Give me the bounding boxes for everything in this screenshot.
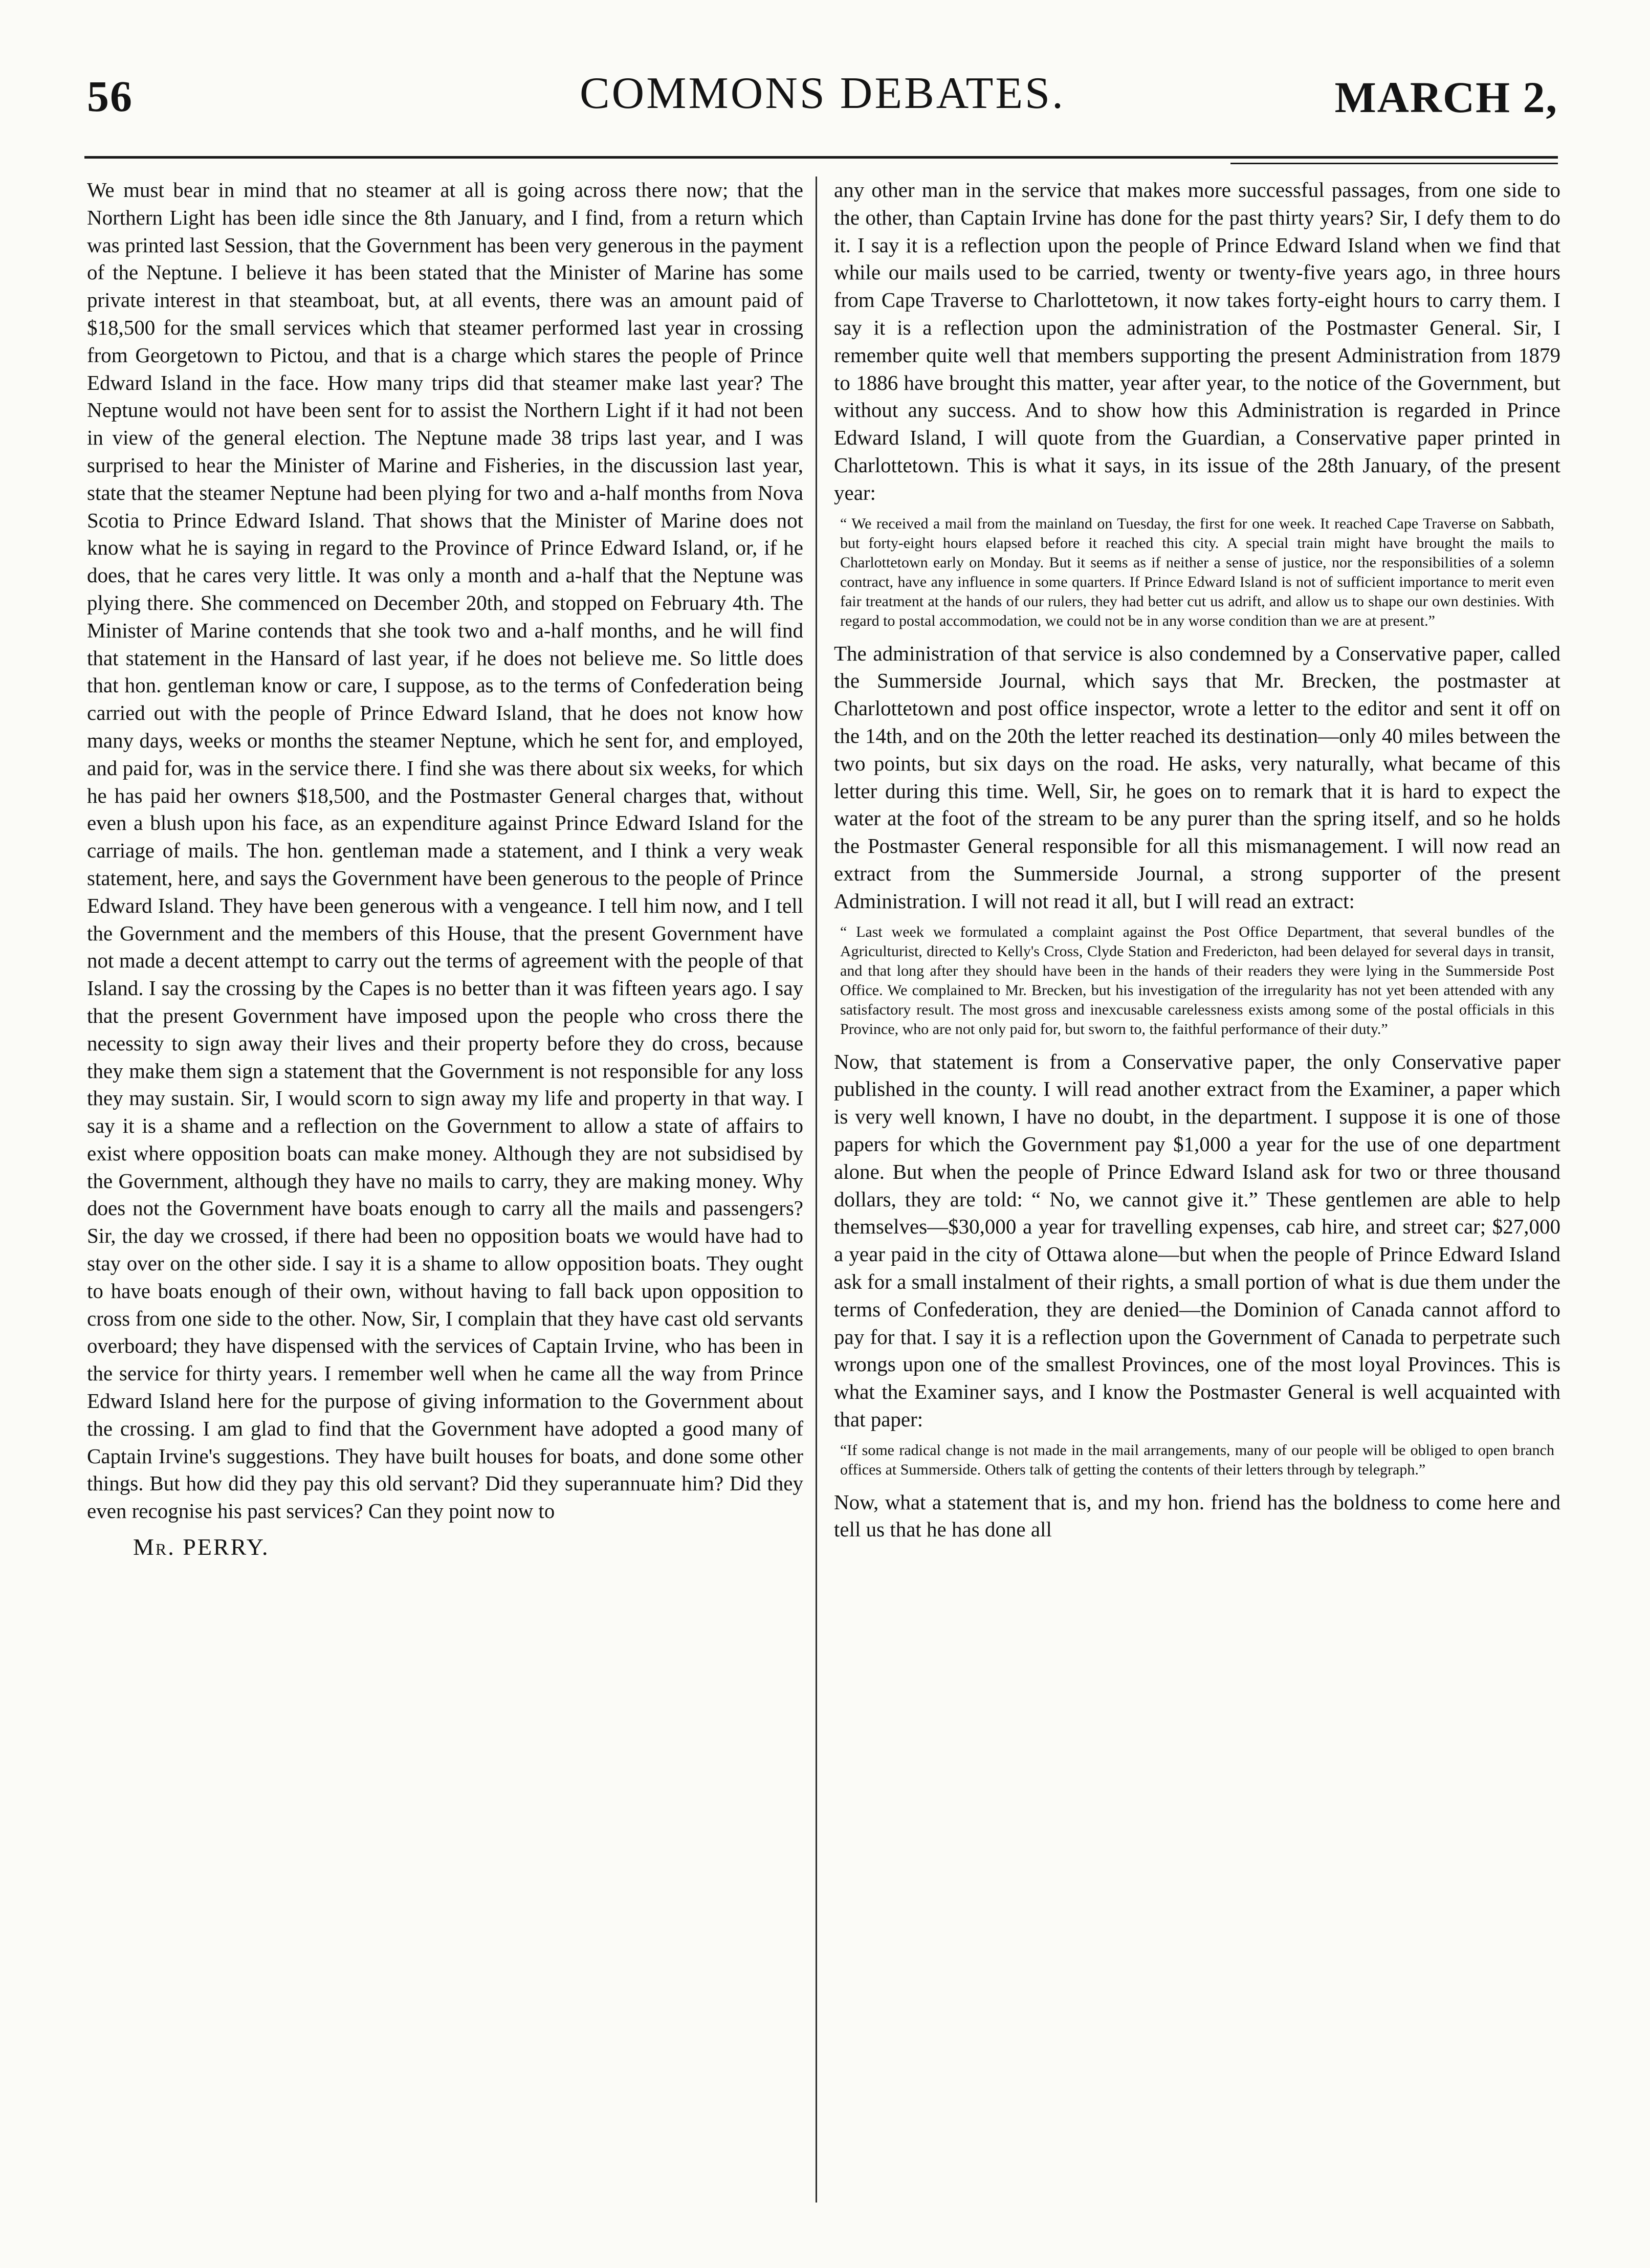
left-paragraph: We must bear in mind that no steamer at all is going across there now; that the Northern Light has been idle since the 8th January, and I find, from a return which was printed last Session, that the Government has been very generous in the payment of the Neptune. I believe it has been stated that the Minister of Marine has some private interest in that steamboat, but, at all events, there was an amount paid of $18,500 for the small services which that steamer performed last year in crossing from Georgetown to Pictou, and that is a charge which stares the people of Prince Edward Island in the face. How many trips did that steamer make last year? The Neptune would not have been sent for to assist the Northern Light if it had not been in view of the general election. The Neptune made 38 trips last year, and I was surprised to hear the Minister of Marine and Fisheries, in the discussion last year, state that the steamer Neptune had been plying for two and a-half months from Nova Scotia to Prince Edward Island. That shows that the Minister of Marine does not know what he is saying in regard to the Province of Prince Edward Island, or, if he does, that he cares very little. It was only a month and a-half that the Neptune was plying there. She commenced on December 20th, and stopped on February 4th. The Minister of Marine contends that she took two and a-half months, and he will find that statement in the Hansard of last year, if he does not believe me. So little does that hon. gentleman know or care, I suppose, as to the terms of Confederation being carried out with the people of Prince Edward Island, that he does not know how many days, weeks or months the steamer Neptune, which he sent for, and employed, and paid for, was in the service there. I find she was there about six weeks, for which he has paid her owners $18,500, and the Postmaster General charges that, without even a blush upon his face, as an expenditure against Prince Edward Island for the carriage of mails. The hon. gentleman made a statement, and I think a very weak statement, here, and says the Government have been generous to the people of Prince Edward Island. They have been generous with a vengeance. I tell him now, and I tell the Government and the members of this House, that the present Government have not made a decent attempt to carry out the terms of agreement with the people of that Island. I say the crossing by the Capes is no better than it was fifteen years ago. I say that the present Government have imposed upon the people who cross there the necessity to sign away their lives and their property before they do cross, because they make them sign a statement that the Government is not responsible for any loss they may sustain. Sir, I would scorn to sign away my life and property in that way. I say it is a shame and a reflection on the Government to allow a state of affairs to exist where opposition boats can make money. Although they are not subsidised by the Government, although they have no mails to carry, they are making money. Why does not the Government have boats enough to carry all the mails and passengers? Sir, the day we crossed, if there had been no opposition boats we would have had to stay over on the other side. I say it is a shame to allow opposition boats. They ought to have boats enough of their own, without having to fall back upon opposition to cross from one side to the other. Now, Sir, I complain that they have cast old servants overboard; they have dispensed with the services of Captain Irvine, who has been in the service for thirty years. I remember well when he came all the way from Prince Edward Island here for the purpose of giving information to the Government about the crossing. I am glad to find that the Government have adopted a good many of Captain Irvine's suggestions. They have built houses for boats, and done some other things. But how did they pay this old servant? Did they superannuate him? Did they even recognise his past services? Can they point now to xyxy=(87,178,803,1523)
page-date: MARCH 2, xyxy=(1334,73,1558,122)
header-rule-secondary xyxy=(1230,163,1558,164)
right-paragraph-1: any other man in the service that makes more successful passages, from one side to the other, than Captain Irvine has done for the past thirty years? Sir, I defy them to do it. I say it is a reflection upon the people of Prince Edward Island when we find that while our mails used to be carried, twenty or twenty-five years ago, in three hours from Cape Traverse to Charlottetown, it now takes forty-eight hours to carry them. I say it is a reflection upon the administration of the Postmaster General. Sir, I remember quite well that members supporting the present Administration from 1879 to 1886 have brought this matter, year after year, to the notice of the Government, but without any success. And to show how this Administration is regarded in Prince Edward Island, I will quote from the Guardian, a Conservative paper printed in Charlottetown. This is what it says, in its issue of the 28th January, of the present year: xyxy=(834,178,1560,504)
right-paragraph-4: Now, what a statement that is, and my hon. friend has the boldness to come here and tell us that he has done all xyxy=(834,1490,1560,1542)
header-rule xyxy=(84,156,1558,159)
column-divider xyxy=(816,177,817,2203)
left-column xyxy=(87,177,803,1561)
right-paragraph-3: Now, that statement is from a Conservative paper, the only Conservative paper published in the county. I will read another extract from the Examiner, a paper which is very well known, I have no doubt, in the department. I suppose it is one of those papers for which the Government pay $1,000 a year for the use of one department alone. But when the people of Prince Edward Island ask for two or three thousand dollars, they are told: “ No, we cannot give it.” These gentlemen are able to help themselves—$30,000 a year for travelling expenses, cab hire, and street car; $27,000 a year paid in the city of Ottawa alone—but when the people of Prince Edward Island ask for a small instalment of their rights, a small portion of what is due them under the terms of Confederation, they are denied—the Dominion of Canada cannot afford to pay for that. I say it is a reflection upon the Government of Canada to perpetrate such wrongs upon one of the smallest Provinces, one of the most loyal Provinces. This is what the Examiner says, and I know the Postmaster General is well acquainted with that paper: xyxy=(834,1049,1560,1431)
right-paragraph-2: The administration of that service is also condemned by a Conservative paper, called the Summerside Journal, which says that Mr. Brecken, the postmaster at Charlottetown and post office inspector, wrote a letter to the editor and sent it off on the 14th, and on the 20th the letter reached its destination—only 40 miles between the two points, but six days on the road. He asks, very naturally, what became of this letter during this time. Well, Sir, he goes on to remark that it is hard to expect the water at the foot of the stream to be any purer than the spring itself, and so he holds the Postmaster General responsible for all this mismanagement. I will now read an extract from the Summerside Journal, a strong supporter of the present Administration. I will not read it all, but I will read an extract: xyxy=(834,641,1560,913)
running-title: COMMONS DEBATES. xyxy=(579,69,1066,118)
right-column xyxy=(834,177,1560,1544)
page-number: 56 xyxy=(87,72,133,121)
quote-guardian: “ We received a mail from the mainland on Tuesday, the first for one week. It reached Cape Traverse on Sabbath, but forty-eight hours elapsed before it reached this city. A special train might have brought the mails to Charlottetown early on Monday. But it seems as if neither a sense of justice, nor the responsibilities of a solemn contract, have any influence in some quarters. If Prince Edward Island is not of sufficient importance to merit even fair treatment at the hands of our rulers, they had better cut us adrift, and allow us to shape our own destinies. With regard to postal accommodation, we could not be in any worse condition than we are at present.” xyxy=(840,515,1554,629)
quote-summerside-journal: “ Last week we formulated a complaint against the Post Office Department, that several bundles of the Agriculturist, directed to Kelly's Cross, Clyde Station and Fredericton, had been delayed for several days in transit, and that long after they should have been in the hands of their readers they were lying in the Summerside Post Office. We complained to Mr. Brecken, but his investigation of the irregularity has not yet been attended with any satisfactory result. The most gross and inexcusable carelessness exists among some of the postal officials in this Province, who are not only paid for, but sworn to, the faithful performance of their duty.” xyxy=(840,923,1554,1038)
page-header xyxy=(87,61,1558,143)
speaker-name: Mr. PERRY. xyxy=(133,1534,270,1560)
quote-examiner: “If some radical change is not made in the mail arrangements, many of our people will be obliged to open branch offices at Summerside. Others talk of getting the contents of their letters through by telegraph.” xyxy=(840,1441,1554,1478)
